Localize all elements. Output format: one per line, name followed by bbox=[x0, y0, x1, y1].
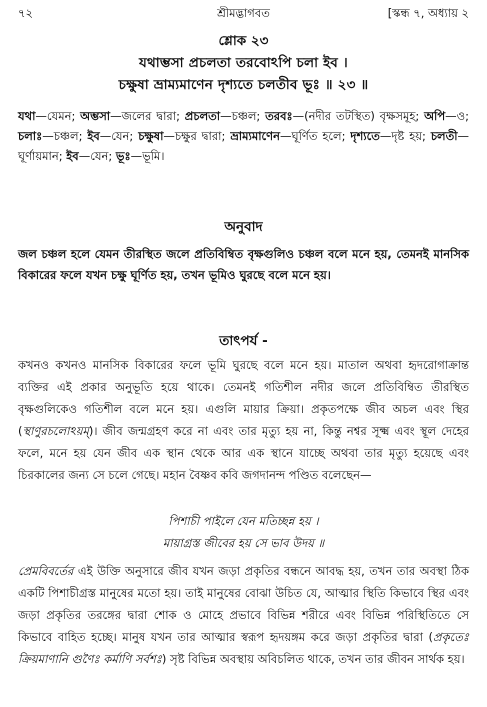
synonym-word: অম্ভসা bbox=[80, 109, 111, 123]
purport-text: ) সৃষ্ট বিভিন্ন অবস্থায় অবিচলিত থাকে, তখন তার জীবন সার্থক হয়। bbox=[161, 652, 465, 666]
purport-text: কখনও কখনও মানসিক বিকারের ফলে ভূমি ঘুরছে বলে মনে হয়। মাতাল অথবা হৃদরোগাক্রান্ত ব্যক্তির এই প্রকার অনুভূতি হয়ে থাকে। তেমনই গতিশীল নদীর জলে প্রতিবিম্বিত তীরস্থিত বৃক্ষগুলিকেও গতিশীল বলে মনে হয়। এগুলি মায়ার ক্রিয়া। প্রকৃতপক্ষে জীব অচল এবং স্থির ( bbox=[18, 358, 469, 438]
verse-number: শ্লোক ২৩ bbox=[218, 33, 269, 49]
purport-italic-phrase: স্থাণুরচলোঽয়ম্ bbox=[22, 424, 89, 438]
chapter-reference: [স্কন্ধ ৭, অধ্যায় ২ bbox=[387, 6, 469, 20]
translation-text: জল চঞ্চল হলে যেমন তীরস্থিত জলে প্রতিবিম্বিত বৃক্ষগুলিও চঞ্চল বলে মনে হয়, তেমনই মানসিক বিকারের ফলে যখন চক্ষু ঘূর্ণিত হয়, তখন ভূমিও ঘুরছে বলে মনে হয়। bbox=[18, 247, 469, 282]
synonym-word: ভ্রাম্যমাণেন bbox=[230, 129, 280, 143]
synonym-meaning: চঞ্চল; bbox=[53, 129, 83, 143]
synonym-meaning: চক্ষুর দ্বারা; bbox=[174, 129, 226, 143]
synonym-meaning: যেমন; bbox=[46, 109, 76, 123]
synonym-word: তরবঃ bbox=[265, 109, 293, 123]
synonym-meaning: যেন; bbox=[111, 129, 134, 143]
synonym-meaning: (নদীর তটস্থিত) বৃক্ষসমূহ; bbox=[304, 109, 420, 123]
synonym-word: ইব bbox=[87, 129, 100, 143]
synonym-word: ইব bbox=[66, 149, 79, 163]
purport-paragraph-1 bbox=[18, 354, 469, 486]
purport-text: এই উক্তি অনুসারে জীব যখন জড়া প্রকৃতির বন্ধনে আবদ্ধ হয়, তখন তার অবস্থা ঠিক একটি পিশাচীগ্রস্ত মানুষের মতো হয়। তাই মানুষের বোঝা উচিত যে, আত্মার স্থিতি কিভাবে স্থির এবং জড়া প্রকৃতির তরঙ্গের দ্বারা শোক ও মোহে প্রভাবে বিভিন্ন শরীরে এবং বিভিন্ন পরিস্থিতিতে সে কিভাবে বাহিত হচ্ছে। মানুষ যখন তার আত্মার স্বরূপ হৃদয়ঙ্গম করে জড়া প্রকৃতির দ্বারা ( bbox=[18, 564, 469, 644]
page-header bbox=[18, 2, 469, 24]
synonym-word: চলাঃ bbox=[18, 129, 43, 143]
synonym-meaning: যেন; bbox=[90, 149, 113, 163]
synonym-word: চক্ষুষা bbox=[138, 129, 164, 143]
verse-line-2: চক্ষুষা ভ্রাম্যমাণেন দৃশ্যতে চলতীব ভূঃ ॥ ২৩ ॥ bbox=[118, 77, 369, 93]
synonym-word: প্রচলতা bbox=[184, 109, 221, 123]
synonym-meaning: জলের দ্বারা; bbox=[121, 109, 180, 123]
verse-line-1: যথাম্ভসা প্রচলতা তরবোঽপি চলা ইব । bbox=[139, 55, 348, 71]
purport-text: )। জীব জন্মগ্রহণ করে না এবং তার মৃত্যু হয় না, কিন্তু নশ্বর সূক্ষ্ম এবং স্থূল দেহের ফলে, মনে হয় যেন জীব এক স্থান থেকে আর এক স্থানে যাচ্ছে অথবা তার মৃত্যু হয়েছে এবং চিরকালের জন্য সে চলে গেছে। মহান বৈষ্ণব কবি জগদানন্দ পণ্ডিত বলেছেন— bbox=[18, 424, 469, 482]
purport-italic-phrase: প্রকৃতেঃ ক্রিয়মাণানি গুণৈঃ কর্মাণি সর্বশঃ bbox=[18, 630, 469, 666]
synonym-meaning: ঘূর্ণিত হলে; bbox=[291, 129, 346, 143]
synonym-meaning: ঘূর্ণায়মান; bbox=[18, 149, 63, 163]
purport-title: তাৎপর্য - bbox=[219, 333, 268, 349]
purport-paragraph-2 bbox=[18, 560, 469, 670]
synonym-word: যথা bbox=[18, 109, 36, 123]
word-synonyms: যথা—যেমন; অম্ভসা—জলের দ্বারা; প্রচলতা—চঞ্চল; তরবঃ—(নদীর তটস্থিত) বৃক্ষসমূহ; অপি—ও; চলাঃ—চঞ্চল; ইব—যেন; চক্ষুষা—চক্ষুর দ্বারা; ভ্রাম্যমাণেন—ঘূর্ণিত হলে; দৃশ্যতে—দৃষ্ট হয়; চলতী—ঘূর্ণায়মান; ইব—যেন; ভূঃ—ভূমি। bbox=[18, 109, 470, 163]
translation-title: অনুবাদ bbox=[224, 219, 263, 235]
page-number: ৭২ bbox=[18, 6, 33, 20]
poem-quote bbox=[0, 510, 487, 554]
purport-italic-phrase: প্রেমবিবর্তের bbox=[18, 564, 74, 578]
synonym-meaning: ও; bbox=[456, 109, 469, 123]
synonym-word: দৃশ্যতে bbox=[350, 129, 380, 143]
quote-line-2: মায়াগ্রস্ত জীবের হয় সে ভাব উদয় ॥ bbox=[162, 536, 325, 550]
quote-line-1: পিশাচী পাইলে যেন মতিচ্ছন্ন হয় । bbox=[168, 514, 319, 528]
synonym-word: চলতী bbox=[430, 129, 458, 143]
synonym-word: অপি bbox=[424, 109, 446, 123]
synonym-word: ভূঃ bbox=[115, 149, 131, 163]
synonym-meaning: দৃষ্ট হয়; bbox=[391, 129, 426, 143]
synonym-meaning: চঞ্চল; bbox=[231, 109, 261, 123]
book-title: শ্রীমদ্ভাগবত bbox=[217, 6, 270, 20]
synonym-meaning: ভূমি। bbox=[142, 149, 165, 163]
